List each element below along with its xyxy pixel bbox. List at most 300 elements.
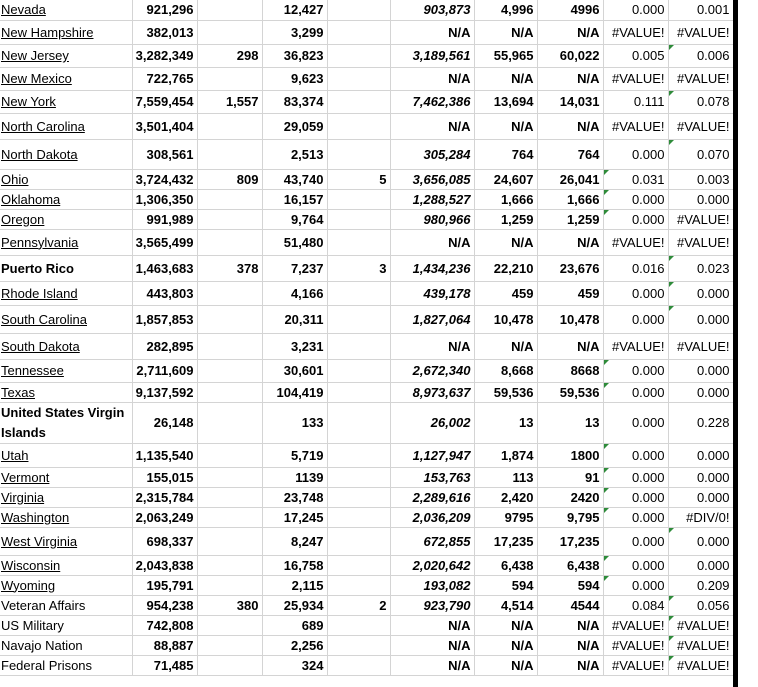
cell-col-j[interactable]: #VALUE! bbox=[668, 333, 733, 359]
cell-col-j[interactable]: #VALUE! bbox=[668, 67, 733, 90]
cell-col-d[interactable]: 1139 bbox=[262, 467, 327, 487]
cell-col-f[interactable]: 305,284 bbox=[390, 139, 474, 169]
cell-col-e[interactable] bbox=[327, 113, 390, 139]
row-label-cell[interactable] bbox=[0, 281, 132, 305]
cell-col-i[interactable]: 0.000 bbox=[603, 139, 668, 169]
cell-col-d[interactable]: 104,419 bbox=[262, 382, 327, 402]
cell-col-e[interactable] bbox=[327, 67, 390, 90]
cell-col-j[interactable]: 0.000 bbox=[668, 467, 733, 487]
cell-col-b[interactable]: 921,296 bbox=[132, 0, 197, 20]
cell-col-c[interactable] bbox=[197, 487, 262, 507]
row-label-cell[interactable] bbox=[0, 90, 132, 113]
cell-col-d[interactable]: 4,166 bbox=[262, 281, 327, 305]
cell-col-c[interactable] bbox=[197, 555, 262, 575]
cell-col-f[interactable]: 3,656,085 bbox=[390, 169, 474, 189]
cell-col-f[interactable]: 672,855 bbox=[390, 527, 474, 555]
cell-col-e[interactable] bbox=[327, 305, 390, 333]
cell-col-e[interactable] bbox=[327, 443, 390, 467]
cell-col-g[interactable]: 4,514 bbox=[474, 595, 537, 615]
row-label-cell[interactable] bbox=[0, 359, 132, 382]
cell-col-e[interactable] bbox=[327, 359, 390, 382]
cell-col-f[interactable]: 2,672,340 bbox=[390, 359, 474, 382]
cell-col-b[interactable]: 195,791 bbox=[132, 575, 197, 595]
row-label-cell[interactable] bbox=[0, 209, 132, 229]
cell-col-e[interactable] bbox=[327, 44, 390, 67]
cell-col-b[interactable]: 2,315,784 bbox=[132, 487, 197, 507]
cell-col-i[interactable]: 0.000 bbox=[603, 507, 668, 527]
cell-col-f[interactable]: N/A bbox=[390, 635, 474, 655]
cell-col-h[interactable]: N/A bbox=[537, 113, 603, 139]
cell-col-b[interactable]: 1,135,540 bbox=[132, 443, 197, 467]
cell-col-h[interactable]: 1,666 bbox=[537, 189, 603, 209]
row-label-cell[interactable] bbox=[0, 113, 132, 139]
cell-col-f[interactable]: 7,462,386 bbox=[390, 90, 474, 113]
cell-col-b[interactable]: 991,989 bbox=[132, 209, 197, 229]
cell-col-i[interactable]: #VALUE! bbox=[603, 229, 668, 255]
cell-col-i[interactable]: 0.000 bbox=[603, 467, 668, 487]
cell-col-e[interactable] bbox=[327, 402, 390, 443]
row-label: Federal Prisons bbox=[1, 657, 93, 673]
cell-col-c[interactable] bbox=[197, 305, 262, 333]
cell-col-i[interactable]: 0.000 bbox=[603, 305, 668, 333]
cell-col-i[interactable]: 0.000 bbox=[603, 0, 668, 20]
cell-col-g[interactable]: 55,965 bbox=[474, 44, 537, 67]
cell-col-j[interactable]: #VALUE! bbox=[668, 113, 733, 139]
cell-col-e[interactable] bbox=[327, 655, 390, 675]
cell-col-j[interactable]: #VALUE! bbox=[668, 635, 733, 655]
cell-col-e[interactable] bbox=[327, 487, 390, 507]
cell-col-h[interactable]: 4996 bbox=[537, 0, 603, 20]
cell-col-f[interactable]: 923,790 bbox=[390, 595, 474, 615]
cell-col-b[interactable]: 1,463,683 bbox=[132, 255, 197, 281]
cell-col-b[interactable]: 3,724,432 bbox=[132, 169, 197, 189]
cell-col-f[interactable]: 439,178 bbox=[390, 281, 474, 305]
cell-col-i[interactable]: 0.000 bbox=[603, 575, 668, 595]
cell-col-d[interactable]: 324 bbox=[262, 655, 327, 675]
cell-col-e[interactable] bbox=[327, 382, 390, 402]
cell-col-j[interactable]: #VALUE! bbox=[668, 209, 733, 229]
row-label-cell[interactable] bbox=[0, 507, 132, 527]
cell-col-b[interactable]: 698,337 bbox=[132, 527, 197, 555]
cell-col-h[interactable]: N/A bbox=[537, 67, 603, 90]
cell-col-h[interactable]: 26,041 bbox=[537, 169, 603, 189]
cell-col-e[interactable]: 2 bbox=[327, 595, 390, 615]
cell-col-i[interactable]: 0.005 bbox=[603, 44, 668, 67]
cell-col-b[interactable]: 9,137,592 bbox=[132, 382, 197, 402]
row-label-cell[interactable] bbox=[0, 189, 132, 209]
cell-col-b[interactable]: 26,148 bbox=[132, 402, 197, 443]
cell-col-j[interactable]: 0.000 bbox=[668, 555, 733, 575]
cell-col-g[interactable]: 13 bbox=[474, 402, 537, 443]
cell-col-j[interactable]: 0.023 bbox=[668, 255, 733, 281]
cell-col-d[interactable]: 9,764 bbox=[262, 209, 327, 229]
cell-col-h[interactable]: 8668 bbox=[537, 359, 603, 382]
cell-col-f[interactable]: 153,763 bbox=[390, 467, 474, 487]
cell-col-c[interactable]: 298 bbox=[197, 44, 262, 67]
cell-col-c[interactable] bbox=[197, 655, 262, 675]
cell-col-i[interactable]: #VALUE! bbox=[603, 635, 668, 655]
cell-col-g[interactable]: 1,666 bbox=[474, 189, 537, 209]
row-label: Texas bbox=[1, 384, 35, 400]
cell-col-c[interactable] bbox=[197, 333, 262, 359]
cell-col-d[interactable]: 2,513 bbox=[262, 139, 327, 169]
cell-col-c[interactable] bbox=[197, 229, 262, 255]
cell-col-h[interactable]: N/A bbox=[537, 655, 603, 675]
row-label-cell[interactable] bbox=[0, 655, 132, 675]
cell-col-g[interactable]: N/A bbox=[474, 20, 537, 44]
cell-col-f[interactable]: N/A bbox=[390, 655, 474, 675]
cell-col-i[interactable]: #VALUE! bbox=[603, 20, 668, 44]
cell-col-f[interactable]: N/A bbox=[390, 615, 474, 635]
row-label-cell[interactable] bbox=[0, 333, 132, 359]
cell-col-c[interactable] bbox=[197, 189, 262, 209]
cell-col-e[interactable]: 3 bbox=[327, 255, 390, 281]
cell-col-i[interactable]: 0.000 bbox=[603, 189, 668, 209]
cell-col-g[interactable]: 17,235 bbox=[474, 527, 537, 555]
cell-col-c[interactable] bbox=[197, 139, 262, 169]
cell-col-b[interactable]: 3,501,404 bbox=[132, 113, 197, 139]
cell-col-d[interactable]: 36,823 bbox=[262, 44, 327, 67]
cell-col-c[interactable] bbox=[197, 0, 262, 20]
row-label: United States Virgin Islands bbox=[1, 404, 125, 440]
cell-col-f[interactable]: 1,827,064 bbox=[390, 305, 474, 333]
cell-col-i[interactable]: 0.000 bbox=[603, 281, 668, 305]
cell-col-f[interactable]: 1,127,947 bbox=[390, 443, 474, 467]
cell-col-g[interactable]: 459 bbox=[474, 281, 537, 305]
cell-col-j[interactable]: #DIV/0! bbox=[668, 507, 733, 527]
cell-col-g[interactable]: 10,478 bbox=[474, 305, 537, 333]
cell-col-i[interactable]: 0.000 bbox=[603, 443, 668, 467]
cell-col-j[interactable]: #VALUE! bbox=[668, 615, 733, 635]
row-label-cell[interactable] bbox=[0, 44, 132, 67]
table-row bbox=[0, 281, 733, 305]
cell-col-g[interactable]: N/A bbox=[474, 333, 537, 359]
cell-col-j[interactable]: #VALUE! bbox=[668, 20, 733, 44]
cell-col-g[interactable]: 1,874 bbox=[474, 443, 537, 467]
cell-col-i[interactable]: 0.000 bbox=[603, 527, 668, 555]
cell-col-d[interactable]: 7,237 bbox=[262, 255, 327, 281]
cell-col-d[interactable]: 20,311 bbox=[262, 305, 327, 333]
cell-col-g[interactable]: 9795 bbox=[474, 507, 537, 527]
cell-col-e[interactable] bbox=[327, 209, 390, 229]
cell-col-b[interactable]: 155,015 bbox=[132, 467, 197, 487]
cell-col-h[interactable]: 23,676 bbox=[537, 255, 603, 281]
cell-col-c[interactable] bbox=[197, 20, 262, 44]
cell-col-j[interactable]: 0.056 bbox=[668, 595, 733, 615]
cell-col-c[interactable]: 1,557 bbox=[197, 90, 262, 113]
cell-col-g[interactable]: 764 bbox=[474, 139, 537, 169]
cell-col-g[interactable]: 2,420 bbox=[474, 487, 537, 507]
cell-col-j[interactable]: 0.209 bbox=[668, 575, 733, 595]
row-label-cell[interactable] bbox=[0, 443, 132, 467]
cell-col-h[interactable]: N/A bbox=[537, 20, 603, 44]
row-label-cell[interactable] bbox=[0, 169, 132, 189]
cell-col-g[interactable]: N/A bbox=[474, 615, 537, 635]
cell-col-d[interactable]: 2,256 bbox=[262, 635, 327, 655]
cell-col-h[interactable]: 13 bbox=[537, 402, 603, 443]
cell-col-e[interactable] bbox=[327, 281, 390, 305]
cell-col-i[interactable]: #VALUE! bbox=[603, 655, 668, 675]
cell-col-f[interactable]: N/A bbox=[390, 229, 474, 255]
cell-col-f[interactable]: 8,973,637 bbox=[390, 382, 474, 402]
cell-col-f[interactable]: N/A bbox=[390, 20, 474, 44]
cell-col-i[interactable]: 0.084 bbox=[603, 595, 668, 615]
cell-col-e[interactable] bbox=[327, 527, 390, 555]
cell-col-b[interactable]: 1,857,853 bbox=[132, 305, 197, 333]
cell-col-d[interactable]: 12,427 bbox=[262, 0, 327, 20]
cell-col-f[interactable]: 1,434,236 bbox=[390, 255, 474, 281]
cell-col-i[interactable]: #VALUE! bbox=[603, 615, 668, 635]
cell-col-i[interactable]: #VALUE! bbox=[603, 333, 668, 359]
row-label-cell[interactable] bbox=[0, 527, 132, 555]
cell-col-j[interactable]: 0.001 bbox=[668, 0, 733, 20]
cell-col-d[interactable]: 30,601 bbox=[262, 359, 327, 382]
cell-col-h[interactable]: 59,536 bbox=[537, 382, 603, 402]
cell-col-h[interactable]: N/A bbox=[537, 615, 603, 635]
cell-col-h[interactable]: 1,259 bbox=[537, 209, 603, 229]
cell-col-d[interactable]: 5,719 bbox=[262, 443, 327, 467]
cell-col-i[interactable]: 0.000 bbox=[603, 359, 668, 382]
cell-col-b[interactable]: 71,485 bbox=[132, 655, 197, 675]
cell-col-h[interactable]: 594 bbox=[537, 575, 603, 595]
cell-col-d[interactable]: 51,480 bbox=[262, 229, 327, 255]
row-label: Rhode Island bbox=[1, 285, 78, 301]
cell-col-g[interactable]: N/A bbox=[474, 655, 537, 675]
cell-col-c[interactable]: 378 bbox=[197, 255, 262, 281]
cell-col-i[interactable]: 0.031 bbox=[603, 169, 668, 189]
cell-col-j[interactable]: #VALUE! bbox=[668, 655, 733, 675]
row-label-cell[interactable] bbox=[0, 402, 132, 443]
cell-col-d[interactable]: 16,758 bbox=[262, 555, 327, 575]
cell-col-i[interactable]: 0.000 bbox=[603, 555, 668, 575]
cell-col-d[interactable]: 8,247 bbox=[262, 527, 327, 555]
cell-col-j[interactable]: 0.000 bbox=[668, 359, 733, 382]
cell-col-h[interactable]: N/A bbox=[537, 229, 603, 255]
cell-col-g[interactable]: N/A bbox=[474, 635, 537, 655]
cell-col-j[interactable]: 0.000 bbox=[668, 487, 733, 507]
cell-col-e[interactable] bbox=[327, 467, 390, 487]
cell-col-c[interactable] bbox=[197, 359, 262, 382]
cell-col-h[interactable]: 14,031 bbox=[537, 90, 603, 113]
row-label-cell[interactable] bbox=[0, 67, 132, 90]
cell-col-c[interactable] bbox=[197, 209, 262, 229]
cell-col-j[interactable]: 0.000 bbox=[668, 382, 733, 402]
cell-col-d[interactable]: 689 bbox=[262, 615, 327, 635]
row-label-cell[interactable] bbox=[0, 229, 132, 255]
row-label-cell[interactable] bbox=[0, 305, 132, 333]
cell-col-i[interactable]: 0.000 bbox=[603, 209, 668, 229]
cell-col-b[interactable]: 2,711,609 bbox=[132, 359, 197, 382]
row-label-cell[interactable] bbox=[0, 467, 132, 487]
cell-col-b[interactable]: 88,887 bbox=[132, 635, 197, 655]
cell-col-b[interactable]: 382,013 bbox=[132, 20, 197, 44]
row-label-cell[interactable] bbox=[0, 382, 132, 402]
cell-col-e[interactable] bbox=[327, 189, 390, 209]
cell-col-e[interactable] bbox=[327, 575, 390, 595]
cell-col-c[interactable] bbox=[197, 575, 262, 595]
cell-col-h[interactable]: 2420 bbox=[537, 487, 603, 507]
cell-col-f[interactable]: 903,873 bbox=[390, 0, 474, 20]
cell-col-j[interactable]: #VALUE! bbox=[668, 229, 733, 255]
cell-col-e[interactable] bbox=[327, 333, 390, 359]
cell-col-d[interactable]: 133 bbox=[262, 402, 327, 443]
cell-col-g[interactable]: 13,694 bbox=[474, 90, 537, 113]
cell-col-h[interactable]: 459 bbox=[537, 281, 603, 305]
table-row bbox=[0, 555, 733, 575]
cell-col-f[interactable]: 2,020,642 bbox=[390, 555, 474, 575]
cell-col-b[interactable]: 3,565,499 bbox=[132, 229, 197, 255]
cell-col-j[interactable]: 0.006 bbox=[668, 44, 733, 67]
cell-col-f[interactable]: N/A bbox=[390, 113, 474, 139]
cell-col-g[interactable]: 4,996 bbox=[474, 0, 537, 20]
cell-col-c[interactable] bbox=[197, 615, 262, 635]
row-label-cell[interactable] bbox=[0, 20, 132, 44]
cell-col-g[interactable]: 113 bbox=[474, 467, 537, 487]
cell-col-j[interactable]: 0.000 bbox=[668, 305, 733, 333]
row-label: Washington bbox=[1, 509, 70, 525]
table-row bbox=[0, 90, 733, 113]
cell-col-i[interactable]: 0.000 bbox=[603, 382, 668, 402]
cell-col-d[interactable]: 2,115 bbox=[262, 575, 327, 595]
cell-col-c[interactable] bbox=[197, 402, 262, 443]
cell-col-d[interactable]: 17,245 bbox=[262, 507, 327, 527]
row-label-cell[interactable] bbox=[0, 0, 132, 20]
cell-col-f[interactable]: 193,082 bbox=[390, 575, 474, 595]
row-label-cell[interactable] bbox=[0, 139, 132, 169]
cell-col-g[interactable]: N/A bbox=[474, 67, 537, 90]
cell-col-c[interactable] bbox=[197, 635, 262, 655]
cell-col-d[interactable]: 3,299 bbox=[262, 20, 327, 44]
cell-col-g[interactable]: 24,607 bbox=[474, 169, 537, 189]
cell-col-g[interactable]: 59,536 bbox=[474, 382, 537, 402]
cell-col-c[interactable] bbox=[197, 67, 262, 90]
cell-col-c[interactable] bbox=[197, 443, 262, 467]
cell-col-h[interactable]: N/A bbox=[537, 333, 603, 359]
cell-col-j[interactable]: 0.000 bbox=[668, 527, 733, 555]
cell-col-e[interactable] bbox=[327, 20, 390, 44]
cell-col-d[interactable]: 16,157 bbox=[262, 189, 327, 209]
cell-col-e[interactable] bbox=[327, 229, 390, 255]
cell-col-d[interactable]: 83,374 bbox=[262, 90, 327, 113]
cell-col-j[interactable]: 0.070 bbox=[668, 139, 733, 169]
cell-col-e[interactable] bbox=[327, 90, 390, 113]
cell-col-e[interactable] bbox=[327, 615, 390, 635]
row-label-cell[interactable] bbox=[0, 255, 132, 281]
cell-col-j[interactable]: 0.000 bbox=[668, 281, 733, 305]
cell-col-h[interactable]: 17,235 bbox=[537, 527, 603, 555]
cell-col-b[interactable]: 722,765 bbox=[132, 67, 197, 90]
cell-col-c[interactable]: 380 bbox=[197, 595, 262, 615]
cell-col-j[interactable]: 0.000 bbox=[668, 189, 733, 209]
cell-col-f[interactable]: N/A bbox=[390, 333, 474, 359]
cell-col-g[interactable]: 594 bbox=[474, 575, 537, 595]
cell-col-g[interactable]: 8,668 bbox=[474, 359, 537, 382]
cell-col-c[interactable] bbox=[197, 281, 262, 305]
cell-col-h[interactable]: 9,795 bbox=[537, 507, 603, 527]
cell-col-b[interactable]: 1,306,350 bbox=[132, 189, 197, 209]
cell-col-g[interactable]: N/A bbox=[474, 229, 537, 255]
cell-col-b[interactable]: 443,803 bbox=[132, 281, 197, 305]
cell-col-h[interactable]: 764 bbox=[537, 139, 603, 169]
cell-col-f[interactable]: 26,002 bbox=[390, 402, 474, 443]
cell-col-b[interactable]: 282,895 bbox=[132, 333, 197, 359]
cell-col-g[interactable]: N/A bbox=[474, 113, 537, 139]
cell-col-g[interactable]: 6,438 bbox=[474, 555, 537, 575]
cell-col-d[interactable]: 9,623 bbox=[262, 67, 327, 90]
cell-col-j[interactable]: 0.228 bbox=[668, 402, 733, 443]
cell-col-i[interactable]: 0.000 bbox=[603, 402, 668, 443]
cell-col-b[interactable]: 742,808 bbox=[132, 615, 197, 635]
cell-col-d[interactable]: 29,059 bbox=[262, 113, 327, 139]
cell-col-e[interactable]: 5 bbox=[327, 169, 390, 189]
table-row bbox=[0, 382, 733, 402]
cell-col-c[interactable] bbox=[197, 467, 262, 487]
cell-col-e[interactable] bbox=[327, 0, 390, 20]
cell-col-b[interactable]: 3,282,349 bbox=[132, 44, 197, 67]
cell-col-b[interactable]: 2,043,838 bbox=[132, 555, 197, 575]
row-label-cell[interactable] bbox=[0, 595, 132, 615]
cell-col-e[interactable] bbox=[327, 635, 390, 655]
cell-col-c[interactable] bbox=[197, 382, 262, 402]
row-label-cell[interactable] bbox=[0, 575, 132, 595]
cell-col-e[interactable] bbox=[327, 555, 390, 575]
cell-col-h[interactable]: 91 bbox=[537, 467, 603, 487]
cell-col-f[interactable]: 2,289,616 bbox=[390, 487, 474, 507]
cell-col-d[interactable]: 23,748 bbox=[262, 487, 327, 507]
cell-col-i[interactable]: #VALUE! bbox=[603, 67, 668, 90]
cell-col-e[interactable] bbox=[327, 507, 390, 527]
cell-col-i[interactable]: 0.000 bbox=[603, 487, 668, 507]
cell-col-f[interactable]: N/A bbox=[390, 67, 474, 90]
cell-col-d[interactable]: 3,231 bbox=[262, 333, 327, 359]
cell-col-c[interactable] bbox=[197, 507, 262, 527]
row-label-cell[interactable] bbox=[0, 555, 132, 575]
cell-col-i[interactable]: #VALUE! bbox=[603, 113, 668, 139]
row-label-cell[interactable] bbox=[0, 615, 132, 635]
cell-col-f[interactable]: 980,966 bbox=[390, 209, 474, 229]
cell-col-e[interactable] bbox=[327, 139, 390, 169]
row-label: Nevada bbox=[1, 2, 46, 18]
cell-col-g[interactable]: 22,210 bbox=[474, 255, 537, 281]
cell-col-h[interactable]: 10,478 bbox=[537, 305, 603, 333]
cell-col-j[interactable]: 0.078 bbox=[668, 90, 733, 113]
row-label-cell[interactable] bbox=[0, 635, 132, 655]
cell-col-f[interactable]: 2,036,209 bbox=[390, 507, 474, 527]
cell-col-h[interactable]: 6,438 bbox=[537, 555, 603, 575]
cell-col-g[interactable]: 1,259 bbox=[474, 209, 537, 229]
row-label-cell[interactable] bbox=[0, 487, 132, 507]
cell-col-c[interactable]: 809 bbox=[197, 169, 262, 189]
cell-col-h[interactable]: 1800 bbox=[537, 443, 603, 467]
cell-col-c[interactable] bbox=[197, 527, 262, 555]
cell-col-f[interactable]: 3,189,561 bbox=[390, 44, 474, 67]
cell-col-h[interactable]: 4544 bbox=[537, 595, 603, 615]
cell-col-h[interactable]: 60,022 bbox=[537, 44, 603, 67]
cell-col-b[interactable]: 954,238 bbox=[132, 595, 197, 615]
cell-col-b[interactable]: 2,063,249 bbox=[132, 507, 197, 527]
cell-col-b[interactable]: 308,561 bbox=[132, 139, 197, 169]
cell-col-d[interactable]: 43,740 bbox=[262, 169, 327, 189]
cell-col-i[interactable]: 0.111 bbox=[603, 90, 668, 113]
cell-col-j[interactable]: 0.003 bbox=[668, 169, 733, 189]
cell-col-d[interactable]: 25,934 bbox=[262, 595, 327, 615]
cell-col-b[interactable]: 7,559,454 bbox=[132, 90, 197, 113]
cell-col-j[interactable]: 0.000 bbox=[668, 443, 733, 467]
cell-col-c[interactable] bbox=[197, 113, 262, 139]
cell-col-i[interactable]: 0.016 bbox=[603, 255, 668, 281]
cell-col-h[interactable]: N/A bbox=[537, 635, 603, 655]
cell-col-f[interactable]: 1,288,527 bbox=[390, 189, 474, 209]
